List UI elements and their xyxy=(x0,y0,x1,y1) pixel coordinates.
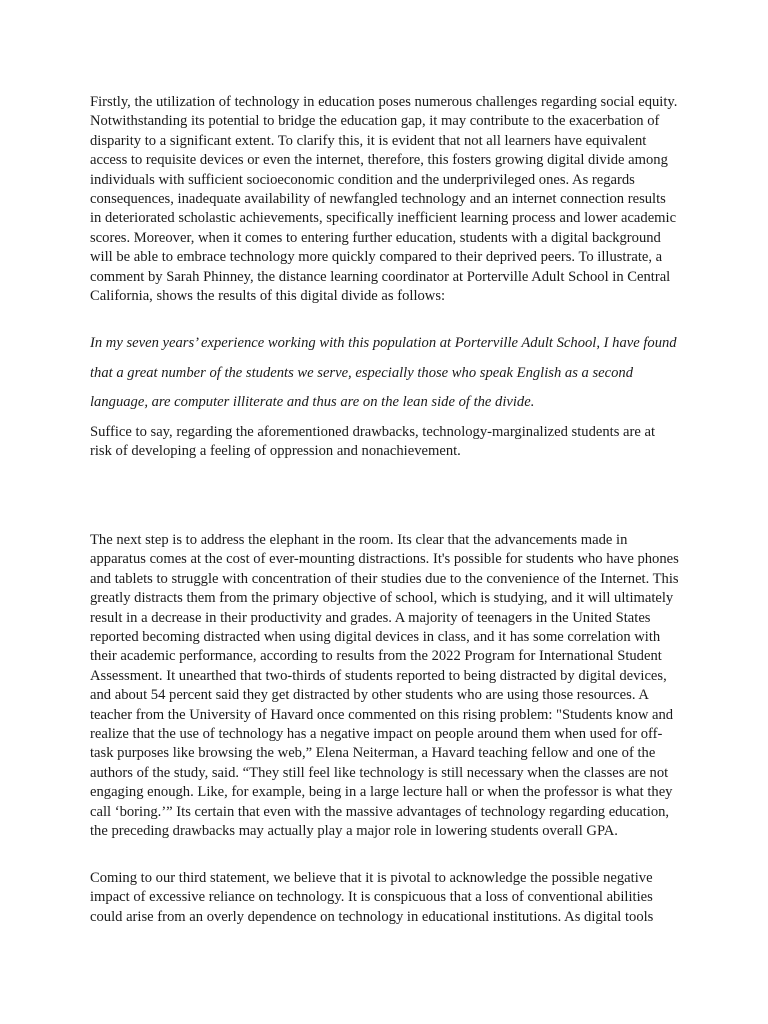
paragraph-suffice-to-say: Suffice to say, regarding the aforementioned drawbacks, technology-marginalized students are at risk of developing a feeling of oppression and nonachievement. xyxy=(90,424,656,460)
paragraph-reliance: Coming to our third statement, we believe that it is pivotal to acknowledge the possible negative impact of excessive reliance on technology. It is conspicuous that a loss of conventional abilities could arise from an overly dependence on technology in educational institutions. As digital tools xyxy=(90,870,654,925)
block-quote-sarah-phinney: In my seven years’ experience working with this population at Porterville Adult School, I have found that a great number of the students we serve, especially those who speak English as a second language, are computer illiterate and thus are on the lean side of the divide. xyxy=(90,335,677,410)
paragraph-distractions: The next step is to address the elephant in the room. Its clear that the advancements made in apparatus comes at the cost of ever-mounting distractions. It's possible for students who have phones and tablets to struggle with concentration of their studies due to the convenience of the Internet. This greatly distracts them from the primary objective of school, which is studying, and it will ultimately result in a decrease in their productivity and grades. A majority of teenagers in the United States reported becoming distracted when using digital devices in class, and it has some correlation with their academic performance, according to results from the 2022 Program for International Student Assessment. It unearthed that two-thirds of students reported to being distracted by digital devices, and about 54 percent said they get distracted by other students who are using those resources. A teacher from the University of Havard once commented on this rising problem: "Students know and realize that the use of technology has a negative impact on people around them when used for off-task purposes like browsing the web,” Elena Neiterman, a Havard teaching fellow and one of the authors of the study, said. “They still feel like technology is still necessary when the classes are not engaging enough. Like, for example, being in a large lecture hall or when the professor is what they call ‘boring.’” Its certain that even with the massive advantages of technology regarding education, the preceding drawbacks may actually play a major role in lowering students overall GPA. xyxy=(90,532,679,840)
paragraph-social-equity: Firstly, the utilization of technology in education poses numerous challenges regarding social equity. Notwithstanding its potential to bridge the education gap, it may contribute to the exacerbation of disparity to a significant extent. To clarify this, it is evident that not all learners have equivalent access to requisite devices or even the internet, therefore, this fosters growing digital divide among individuals with sufficient socioeconomic condition and the underprivileged ones. As regards consequences, inadequate availability of newfangled technology and an internet connection results in deteriorated scholastic achievements, specifically inefficient learning process and lower academic scores. Moreover, when it comes to entering further education, students with a digital background will be able to embrace technology more quickly compared to their deprived peers. To illustrate, a comment by Sarah Phinney, the distance learning coordinator at Porterville Adult School in Central California, shows the results of this digital divide as follows: xyxy=(90,94,678,305)
